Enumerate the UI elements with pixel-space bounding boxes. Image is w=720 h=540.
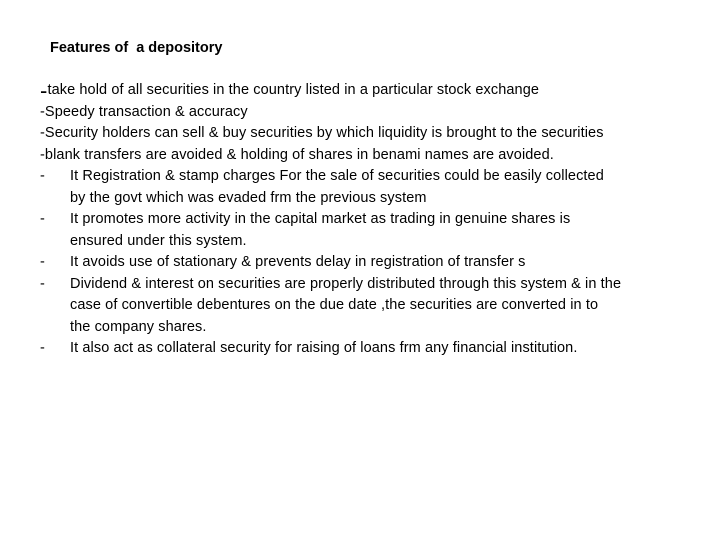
bullet-item [40, 209, 710, 252]
bullet-marker: - [40, 340, 45, 356]
bullet-text: It promotes more activity in the capital market as trading in genuine shares is ensured under this system. [70, 211, 571, 249]
feature-line-4: -blank transfers are avoided & holding of shares in benami names are avoided. [40, 146, 554, 163]
bullet-marker: - [40, 211, 45, 227]
bullet-item [40, 274, 710, 339]
bullet-text: It Registration & stamp charges For the sale of securities could be easily collected by the govt which was evaded frm the previous system [70, 168, 604, 206]
bullet-text: It also act as collateral security for raising of loans frm any financial institution. [70, 340, 578, 356]
dash-marker: - [40, 78, 48, 103]
bullet-marker: - [40, 275, 45, 292]
bullet-text: It avoids use of stationary & prevents delay in registration of transfer s [70, 254, 526, 270]
bullet-text: Dividend & interest on securities are properly distributed through this system & in the case of convertible debentures on the due date ,the securities are converted in to the company shares. [70, 275, 622, 335]
bullet-marker: - [40, 254, 45, 270]
bullet-item [40, 338, 710, 360]
feature-line-3: -Security holders can sell & buy securities by which liquidity is brought to the securities [40, 125, 604, 141]
bullet-marker: - [40, 168, 45, 184]
feature-line-2: -Speedy transaction & accuracy [40, 103, 248, 120]
feature-line-1 [40, 80, 710, 102]
page-title: Features of a depository [50, 40, 223, 56]
feature-list [40, 80, 710, 360]
feature-line-1-text: take hold of all securities in the country listed in a particular stock exchange [47, 82, 540, 98]
bullet-item [40, 166, 710, 209]
bullet-item [40, 252, 710, 274]
